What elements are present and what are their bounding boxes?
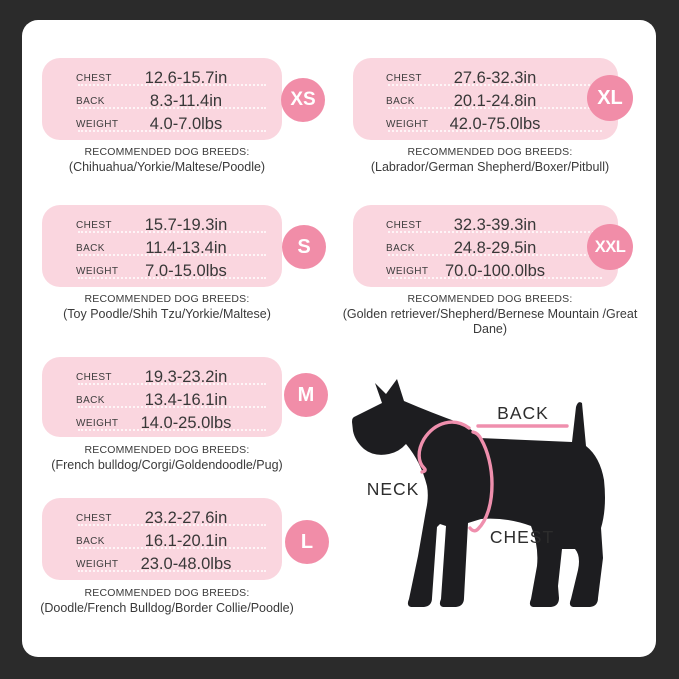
weight-value: 14.0-25.0lbs <box>140 414 232 432</box>
back-row <box>76 237 282 260</box>
back-row <box>76 389 282 412</box>
recommended-breeds-xs <box>7 145 327 175</box>
weight-label: WEIGHT <box>76 266 119 277</box>
weight-value: 42.0-75.0lbs <box>449 115 541 133</box>
chest-value: 23.2-27.6in <box>144 509 228 527</box>
size-badge-xl: XL <box>587 75 633 121</box>
recommended-title: RECOMMENDED DOG BREEDS: <box>407 146 573 158</box>
recommended-title: RECOMMENDED DOG BREEDS: <box>84 444 250 456</box>
weight-label: WEIGHT <box>76 418 119 429</box>
recommended-list: (French bulldog/Corgi/Goldendoodle/Pug) <box>51 458 283 472</box>
back-label: BACK <box>386 96 415 107</box>
size-badge-l: L <box>285 520 329 564</box>
chest-row <box>386 67 618 90</box>
chest-diagram-label: CHEST <box>489 527 555 547</box>
chest-label: CHEST <box>386 73 422 84</box>
back-value: 20.1-24.8in <box>453 92 537 110</box>
recommended-breeds-xxl <box>335 292 645 337</box>
size-card-s <box>42 205 282 287</box>
chest-label: CHEST <box>76 220 112 231</box>
weight-value: 7.0-15.0lbs <box>145 262 227 280</box>
size-card-xl <box>353 58 618 140</box>
size-card-xs <box>42 58 282 140</box>
recommended-title: RECOMMENDED DOG BREEDS: <box>84 146 250 158</box>
size-badge-m: M <box>284 373 328 417</box>
back-row <box>76 90 282 113</box>
recommended-list: (Chihuahua/Yorkie/Maltese/Poodle) <box>68 160 266 174</box>
size-badge-s: S <box>282 225 326 269</box>
back-diagram-label: BACK <box>497 403 549 423</box>
back-label: BACK <box>76 395 105 406</box>
size-badge-xs: XS <box>281 78 325 122</box>
recommended-list: (Labrador/German Shepherd/Boxer/Pitbull) <box>370 160 610 174</box>
weight-label: WEIGHT <box>386 119 429 130</box>
recommended-title: RECOMMENDED DOG BREEDS: <box>84 587 250 599</box>
recommended-breeds-s <box>7 292 327 322</box>
recommended-title: RECOMMENDED DOG BREEDS: <box>84 293 250 305</box>
back-value: 13.4-16.1in <box>144 391 228 409</box>
chest-value: 15.7-19.3in <box>144 216 228 234</box>
size-card-l <box>42 498 282 580</box>
recommended-breeds-m <box>7 443 327 473</box>
weight-value: 4.0-7.0lbs <box>149 115 223 133</box>
chest-label: CHEST <box>76 372 112 383</box>
chest-row <box>386 214 618 237</box>
back-value: 24.8-29.5in <box>453 239 537 257</box>
back-row <box>76 530 282 553</box>
recommended-list: (Doodle/French Bulldog/Border Collie/Poodle) <box>40 601 294 615</box>
chest-value: 12.6-15.7in <box>144 69 228 87</box>
weight-row <box>76 553 282 576</box>
recommended-breeds-l <box>7 586 327 616</box>
size-card-m <box>42 357 282 437</box>
size-card-xxl <box>353 205 618 287</box>
dog-measurement-diagram <box>340 360 670 650</box>
chest-value: 19.3-23.2in <box>144 368 228 386</box>
chest-label: CHEST <box>76 513 112 524</box>
back-label: BACK <box>76 96 105 107</box>
recommended-list: (Golden retriever/Shepherd/Bernese Mountain /Great Dane) <box>342 307 638 336</box>
recommended-title: RECOMMENDED DOG BREEDS: <box>407 293 573 305</box>
recommended-breeds-xl <box>335 145 645 175</box>
chest-value: 32.3-39.3in <box>453 216 537 234</box>
weight-value: 70.0-100.0lbs <box>445 262 545 280</box>
back-row <box>386 237 618 260</box>
chest-row <box>76 67 282 90</box>
chest-label: CHEST <box>76 73 112 84</box>
back-value: 11.4-13.4in <box>145 239 227 257</box>
neck-diagram-label: NECK <box>366 479 420 499</box>
weight-row <box>386 260 618 283</box>
chest-label: CHEST <box>386 220 422 231</box>
chest-row <box>76 214 282 237</box>
back-label: BACK <box>76 536 105 547</box>
weight-row <box>76 260 282 283</box>
back-label: BACK <box>76 243 105 254</box>
size-badge-xxl: XXL <box>587 224 633 270</box>
weight-value: 23.0-48.0lbs <box>140 555 232 573</box>
back-value: 16.1-20.1in <box>144 532 228 550</box>
weight-row <box>386 113 618 136</box>
weight-label: WEIGHT <box>386 266 429 277</box>
chest-value: 27.6-32.3in <box>453 69 537 87</box>
weight-label: WEIGHT <box>76 559 119 570</box>
weight-row <box>76 113 282 136</box>
weight-label: WEIGHT <box>76 119 119 130</box>
back-label: BACK <box>386 243 415 254</box>
chest-row <box>76 507 282 530</box>
weight-row <box>76 412 282 435</box>
back-row <box>386 90 618 113</box>
back-value: 8.3-11.4in <box>149 92 223 110</box>
recommended-list: (Toy Poodle/Shih Tzu/Yorkie/Maltese) <box>63 307 271 321</box>
chest-row <box>76 366 282 389</box>
